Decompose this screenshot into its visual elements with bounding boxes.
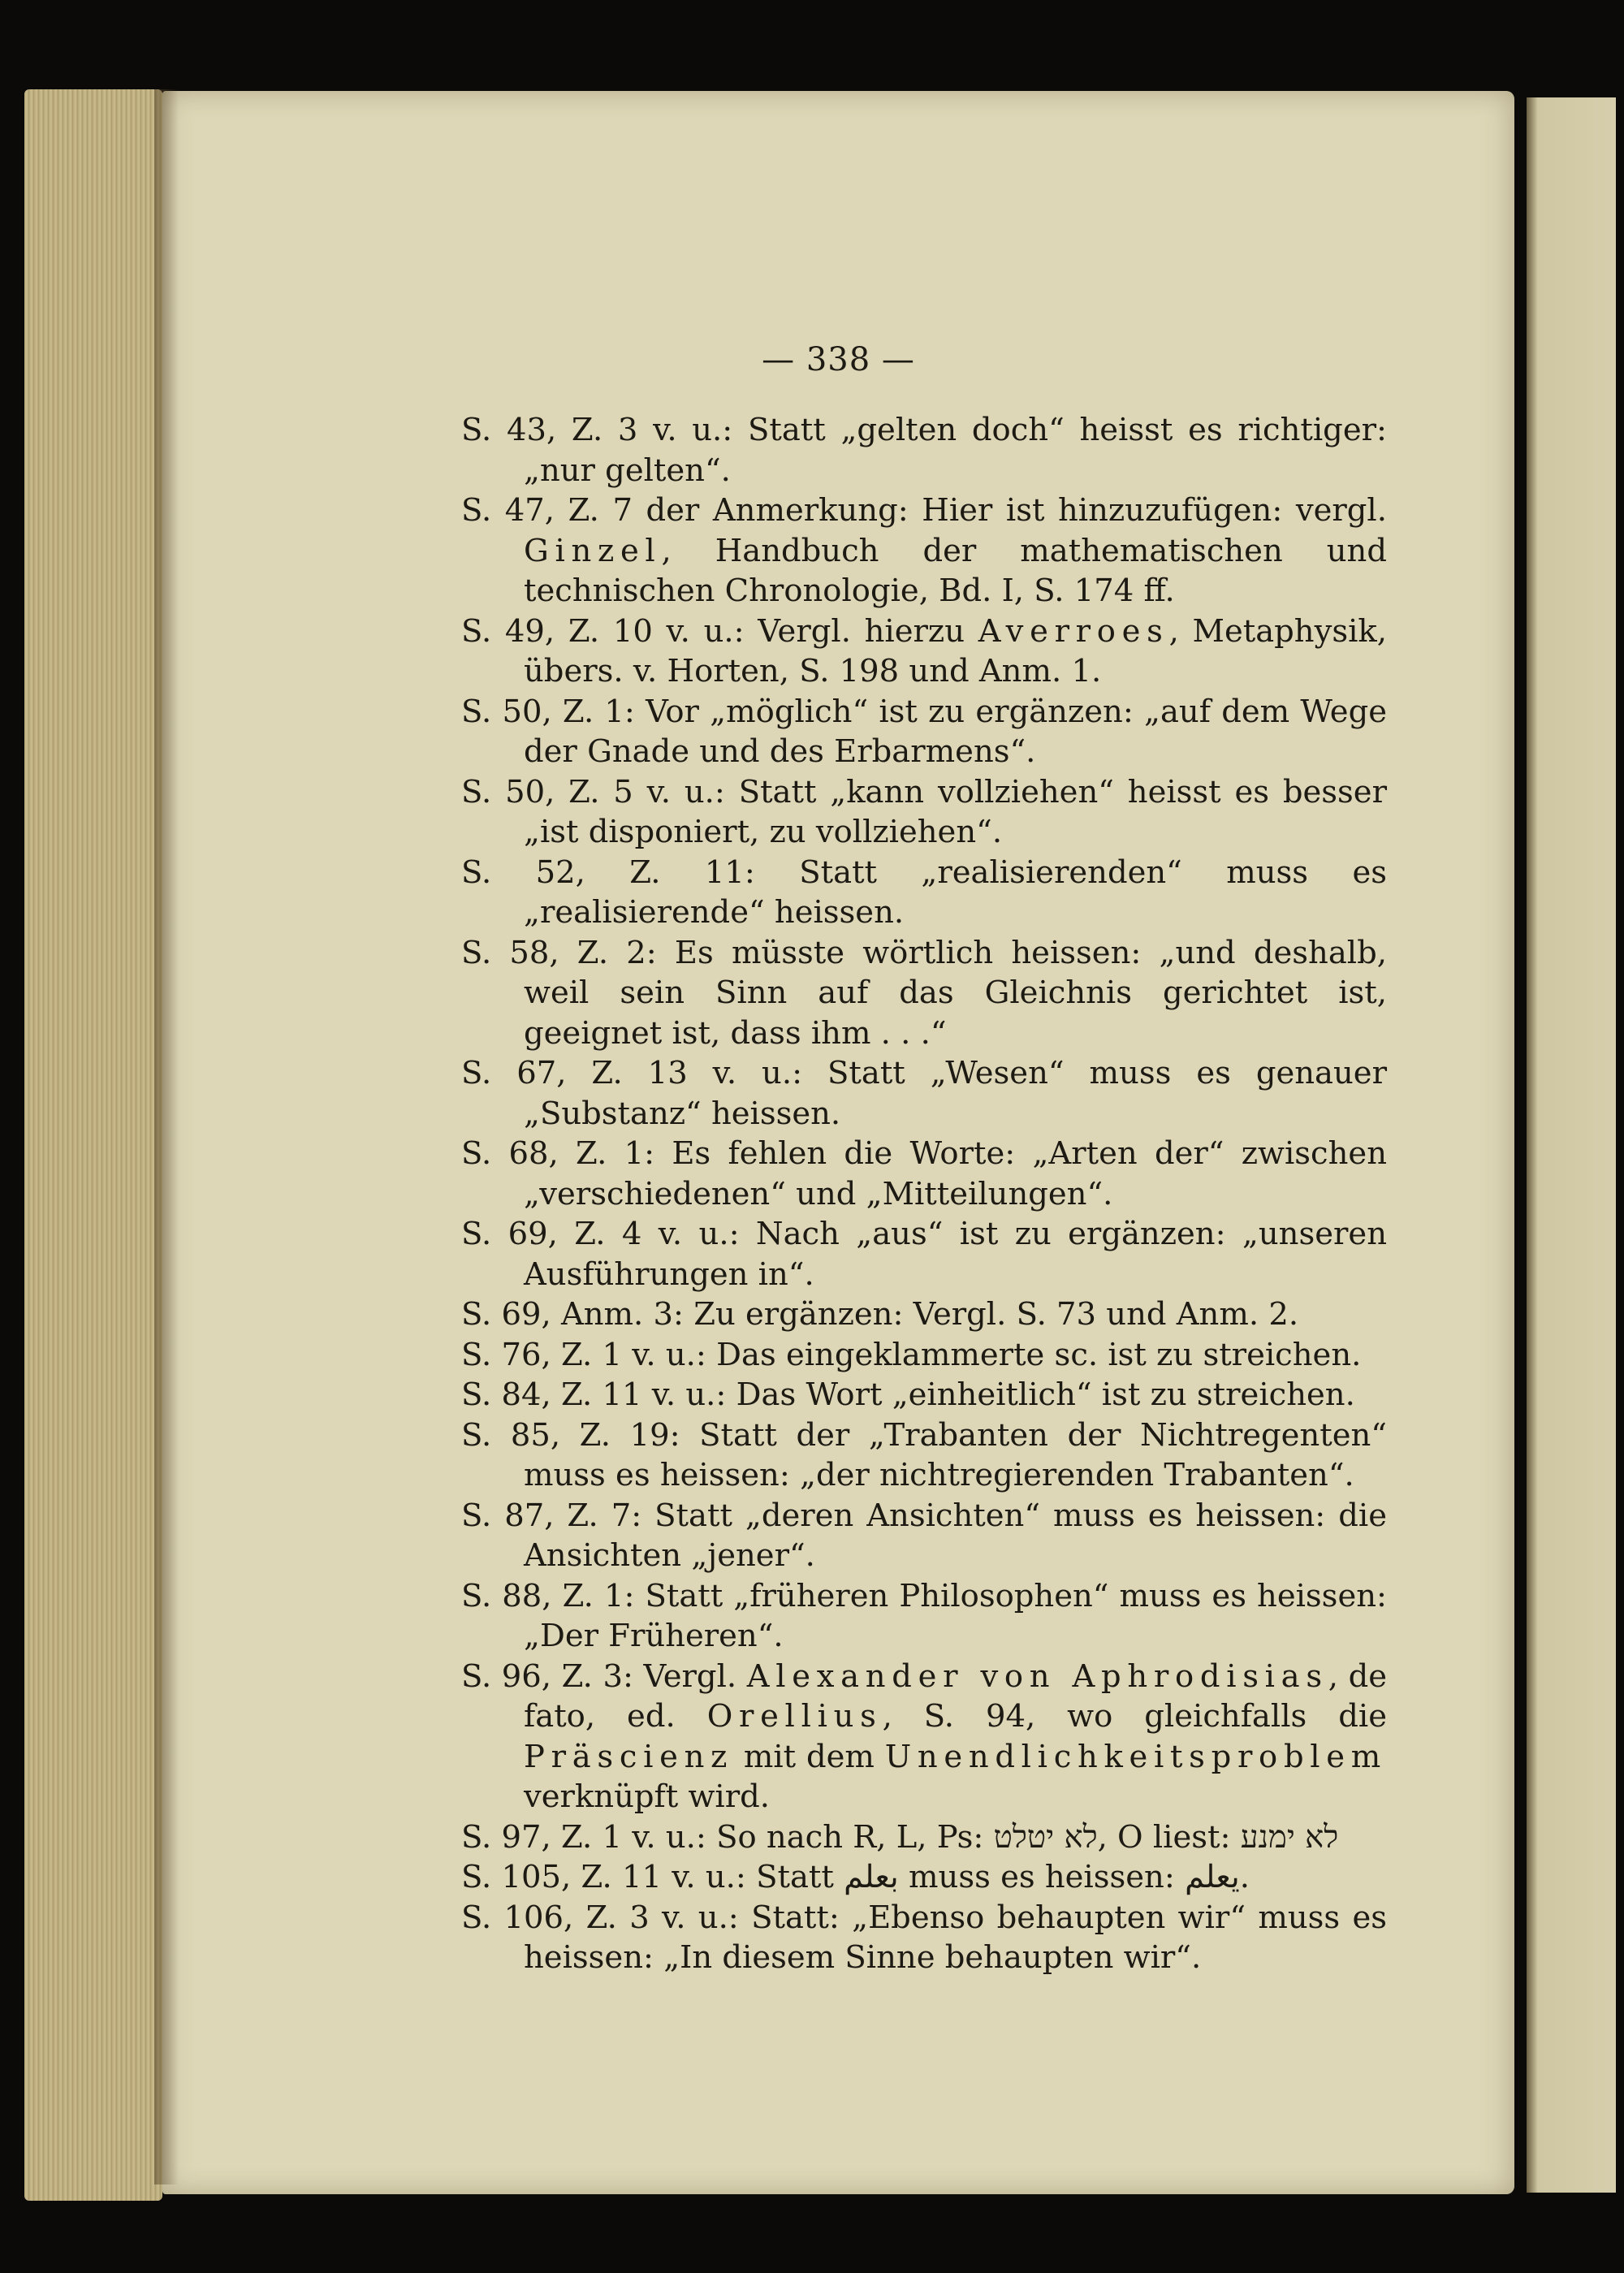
spaced-emphasis-text: Präscienz bbox=[524, 1738, 734, 1775]
spaced-emphasis-text: Orellius bbox=[706, 1698, 883, 1735]
spaced-emphasis-text: Ginzel bbox=[524, 532, 662, 569]
errata-entry bbox=[461, 611, 1387, 692]
errata-entry bbox=[461, 490, 1387, 611]
errata-entry bbox=[461, 853, 1387, 933]
entry-text: S. 52, Z. 11: Statt „realisierenden“ muss es „realisierende“ heissen. bbox=[461, 853, 1387, 931]
semitic-script-text: לא ימנע bbox=[1240, 1818, 1339, 1856]
errata-list bbox=[461, 410, 1387, 1978]
semitic-script-text: לא יטלט bbox=[993, 1818, 1098, 1856]
entry-text: S. 49, Z. 10 v. u.: Vergl. hierzu bbox=[461, 612, 978, 650]
entry-text: . bbox=[1239, 1859, 1250, 1895]
entry-text: S. 47, Z. 7 der Anmerkung: Hier ist hinzuzufügen: vergl. bbox=[461, 492, 1387, 529]
entry-text: mit dem bbox=[733, 1738, 885, 1775]
errata-entry bbox=[461, 1817, 1387, 1858]
errata-entry bbox=[461, 1375, 1387, 1415]
errata-entry bbox=[461, 1134, 1387, 1214]
page-number: — 338 — bbox=[762, 341, 915, 378]
entry-text: S. 50, Z. 5 v. u.: Statt „kann vollziehen“ heisst es besser „ist disponiert, zu vollziehen“. bbox=[461, 773, 1387, 850]
errata-entry bbox=[461, 1053, 1387, 1134]
spaced-emphasis-text: Alexander von Aphrodisias bbox=[746, 1657, 1328, 1695]
errata-entry bbox=[461, 1576, 1387, 1657]
errata-entry bbox=[461, 1857, 1387, 1898]
errata-entry bbox=[461, 410, 1387, 490]
semitic-script-text: يعلم bbox=[1185, 1859, 1240, 1895]
entry-text: S. 69, Z. 4 v. u.: Nach „aus“ ist zu ergänzen: „unseren Ausführungen in“. bbox=[461, 1216, 1387, 1293]
entry-text: , O liest: bbox=[1097, 1818, 1241, 1856]
entry-text: , S. 94, wo gleichfalls die bbox=[882, 1698, 1387, 1735]
semitic-script-text: بعلم bbox=[844, 1859, 899, 1895]
errata-entry bbox=[461, 933, 1387, 1054]
errata-entry bbox=[461, 1214, 1387, 1294]
entry-text: S. 69, Anm. 3: Zu ergänzen: Vergl. S. 73 und Anm. 2. bbox=[461, 1296, 1299, 1333]
entry-text: , de fato, ed. bbox=[524, 1657, 1388, 1735]
errata-entry bbox=[461, 1335, 1387, 1376]
entry-text: verknüpft wird. bbox=[524, 1778, 771, 1815]
spaced-emphasis-text: Unendlichkeitsproblem bbox=[884, 1738, 1387, 1775]
entry-text: muss es heissen: bbox=[898, 1859, 1186, 1895]
entry-text: S. 88, Z. 1: Statt „früheren Philosophen“ muss es heissen: „Der Früheren“. bbox=[461, 1577, 1387, 1654]
entry-text: S. 84, Z. 11 v. u.: Das Wort „einheitlich“ ist zu streichen. bbox=[461, 1376, 1355, 1413]
spaced-emphasis-text: Averroes bbox=[978, 612, 1169, 650]
errata-entry bbox=[461, 692, 1387, 772]
spine-shadow bbox=[154, 89, 179, 2184]
errata-entry bbox=[461, 1294, 1387, 1335]
page-stack-edge bbox=[24, 89, 162, 2201]
entry-text: , Handbuch der mathematischen und technischen Chronologie, Bd. I, S. 174 ff. bbox=[524, 532, 1387, 609]
errata-entry bbox=[461, 1415, 1387, 1496]
entry-text: S. 76, Z. 1 v. u.: Das eingeklammerte sc. ist zu streichen. bbox=[461, 1336, 1362, 1373]
entry-text: S. 43, Z. 3 v. u.: Statt „gelten doch“ heisst es richtiger: „nur gelten“. bbox=[461, 412, 1387, 489]
adjacent-page-edge bbox=[1527, 97, 1616, 2193]
entry-text: S. 96, Z. 3: Vergl. bbox=[461, 1657, 747, 1695]
entry-text: S. 97, Z. 1 v. u.: So nach R, L, Ps: bbox=[461, 1818, 994, 1856]
entry-text: S. 68, Z. 1: Es fehlen die Worte: „Arten der“ zwischen „verschiedenen“ und „Mitteilungen“. bbox=[461, 1135, 1387, 1212]
errata-entry bbox=[461, 1657, 1387, 1817]
entry-text: S. 106, Z. 3 v. u.: Statt: „Ebenso behaupten wir“ muss es heissen: „In diesem Sinne behaupten wir“. bbox=[461, 1899, 1387, 1976]
entry-text: S. 105, Z. 11 v. u.: Statt bbox=[461, 1859, 844, 1895]
errata-entry bbox=[461, 1496, 1387, 1576]
errata-entry bbox=[461, 1898, 1387, 1978]
errata-entry bbox=[461, 772, 1387, 853]
entry-text: S. 50, Z. 1: Vor „möglich“ ist zu ergänzen: „auf dem Wege der Gnade und des Erbarmens“. bbox=[461, 693, 1387, 770]
entry-text: S. 85, Z. 19: Statt der „Trabanten der Nichtregenten“ muss es heissen: „der nichtregierenden Trabanten“. bbox=[461, 1416, 1387, 1493]
entry-text: , Metaphysik, übers. v. Horten, S. 198 und Anm. 1. bbox=[524, 612, 1387, 689]
entry-text: S. 87, Z. 7: Statt „deren Ansichten“ muss es heissen: die Ansichten „jener“. bbox=[461, 1497, 1387, 1574]
entry-text: S. 67, Z. 13 v. u.: Statt „Wesen“ muss es genauer „Substanz“ heissen. bbox=[461, 1055, 1387, 1132]
entry-text: S. 58, Z. 2: Es müsste wörtlich heissen: „und deshalb, weil sein Sinn auf das Gleichnis gerichtet ist, geeignet ist, dass ihm . . .“ bbox=[461, 934, 1387, 1052]
